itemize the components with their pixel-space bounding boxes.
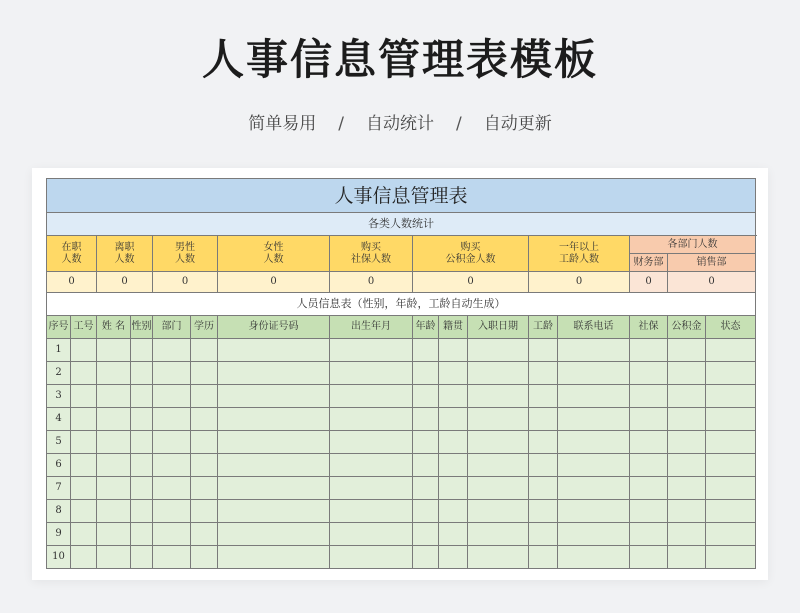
data-cell[interactable] bbox=[330, 454, 413, 477]
column-header: 工龄 bbox=[529, 316, 558, 339]
data-cell[interactable] bbox=[71, 477, 97, 500]
feature-easy: 简单易用 bbox=[248, 114, 317, 134]
data-cell[interactable] bbox=[439, 362, 468, 385]
data-cell[interactable] bbox=[413, 523, 439, 546]
data-cell[interactable] bbox=[330, 546, 413, 569]
data-cell[interactable] bbox=[558, 477, 630, 500]
dept-value-finance[interactable]: 0 bbox=[630, 272, 668, 293]
data-cell[interactable] bbox=[529, 431, 558, 454]
column-header: 身份证号码 bbox=[218, 316, 330, 339]
data-cell[interactable] bbox=[439, 454, 468, 477]
data-cell[interactable] bbox=[97, 546, 131, 569]
dept-finance: 财务部 bbox=[630, 254, 668, 272]
data-cell[interactable] bbox=[668, 431, 706, 454]
stat-header-male: 男性 人数 bbox=[153, 236, 218, 272]
data-cell[interactable] bbox=[529, 454, 558, 477]
data-cell[interactable] bbox=[330, 408, 413, 431]
feature-auto-update: 自动更新 bbox=[483, 114, 552, 134]
data-cell[interactable] bbox=[153, 500, 191, 523]
data-cell[interactable] bbox=[468, 523, 529, 546]
data-cell[interactable] bbox=[529, 500, 558, 523]
stat-header-housing-fund: 购买 公积金人数 bbox=[413, 236, 529, 272]
row-number: 9 bbox=[47, 523, 71, 546]
column-header: 联系电话 bbox=[558, 316, 630, 339]
data-cell[interactable] bbox=[330, 339, 413, 362]
data-cell[interactable] bbox=[630, 523, 668, 546]
data-cell[interactable] bbox=[153, 523, 191, 546]
data-cell[interactable] bbox=[706, 546, 756, 569]
table-row bbox=[47, 546, 756, 569]
data-cell[interactable] bbox=[439, 477, 468, 500]
data-cell[interactable] bbox=[558, 362, 630, 385]
data-cell[interactable] bbox=[97, 362, 131, 385]
table-row bbox=[47, 339, 756, 362]
data-cell[interactable] bbox=[529, 339, 558, 362]
row-number: 7 bbox=[47, 477, 71, 500]
data-cell[interactable] bbox=[668, 408, 706, 431]
data-cell[interactable] bbox=[439, 500, 468, 523]
data-cell[interactable] bbox=[706, 454, 756, 477]
data-cell[interactable] bbox=[131, 454, 153, 477]
data-cell[interactable] bbox=[153, 546, 191, 569]
data-cell[interactable] bbox=[529, 408, 558, 431]
data-cell[interactable] bbox=[529, 362, 558, 385]
data-cell[interactable] bbox=[97, 523, 131, 546]
data-cell[interactable] bbox=[668, 454, 706, 477]
stat-value-seniority[interactable]: 0 bbox=[529, 272, 630, 293]
data-cell[interactable] bbox=[71, 431, 97, 454]
data-cell[interactable] bbox=[630, 362, 668, 385]
data-cell[interactable] bbox=[71, 408, 97, 431]
data-cell[interactable] bbox=[218, 385, 330, 408]
data-cell[interactable] bbox=[468, 408, 529, 431]
table-row bbox=[47, 477, 756, 500]
data-cell[interactable] bbox=[630, 454, 668, 477]
column-header: 籍贯 bbox=[439, 316, 468, 339]
data-cell[interactable] bbox=[97, 339, 131, 362]
row-number: 6 bbox=[47, 454, 71, 477]
data-cell[interactable] bbox=[71, 500, 97, 523]
data-cell[interactable] bbox=[413, 408, 439, 431]
data-cell[interactable] bbox=[413, 477, 439, 500]
data-cell[interactable] bbox=[468, 385, 529, 408]
stat-header-seniority: 一年以上 工龄人数 bbox=[529, 236, 630, 272]
stat-value-employed[interactable]: 0 bbox=[47, 272, 97, 293]
data-cell[interactable] bbox=[330, 385, 413, 408]
data-cell[interactable] bbox=[218, 546, 330, 569]
data-cell[interactable] bbox=[630, 546, 668, 569]
data-cell[interactable] bbox=[97, 477, 131, 500]
table-row bbox=[47, 431, 756, 454]
data-cell[interactable] bbox=[131, 500, 153, 523]
data-cell[interactable] bbox=[706, 339, 756, 362]
data-cell[interactable] bbox=[191, 362, 218, 385]
data-cell[interactable] bbox=[330, 431, 413, 454]
data-cell[interactable] bbox=[330, 500, 413, 523]
data-cell[interactable] bbox=[218, 408, 330, 431]
data-cell[interactable] bbox=[558, 546, 630, 569]
data-cell[interactable] bbox=[529, 385, 558, 408]
data-cell[interactable] bbox=[191, 523, 218, 546]
data-cell[interactable] bbox=[630, 408, 668, 431]
data-cell[interactable] bbox=[706, 385, 756, 408]
separator: / bbox=[456, 114, 462, 134]
data-cell[interactable] bbox=[71, 454, 97, 477]
data-cell[interactable] bbox=[468, 362, 529, 385]
data-cell[interactable] bbox=[529, 477, 558, 500]
info-table-title: 人员信息表（性别，年龄，工龄自动生成） bbox=[47, 293, 756, 316]
data-cell[interactable] bbox=[529, 523, 558, 546]
data-cell[interactable] bbox=[668, 339, 706, 362]
data-cell[interactable] bbox=[468, 546, 529, 569]
data-cell[interactable] bbox=[153, 362, 191, 385]
data-cell[interactable] bbox=[330, 523, 413, 546]
data-cell[interactable] bbox=[131, 477, 153, 500]
table-row bbox=[47, 408, 756, 431]
row-number: 10 bbox=[47, 546, 71, 569]
column-header: 部门 bbox=[153, 316, 191, 339]
data-cell[interactable] bbox=[218, 523, 330, 546]
data-cell[interactable] bbox=[413, 500, 439, 523]
data-cell[interactable] bbox=[468, 500, 529, 523]
data-cell[interactable] bbox=[413, 385, 439, 408]
stat-header-resigned: 离职 人数 bbox=[97, 236, 153, 272]
column-header: 年龄 bbox=[413, 316, 439, 339]
data-cell[interactable] bbox=[668, 362, 706, 385]
column-header: 社保 bbox=[630, 316, 668, 339]
data-cell[interactable] bbox=[468, 477, 529, 500]
row-number: 2 bbox=[47, 362, 71, 385]
data-cell[interactable] bbox=[97, 454, 131, 477]
data-cell[interactable] bbox=[131, 362, 153, 385]
data-cell[interactable] bbox=[153, 339, 191, 362]
table-row bbox=[47, 385, 756, 408]
separator: / bbox=[338, 114, 344, 134]
data-cell[interactable] bbox=[131, 408, 153, 431]
row-number: 4 bbox=[47, 408, 71, 431]
data-cell[interactable] bbox=[97, 500, 131, 523]
data-cell[interactable] bbox=[413, 454, 439, 477]
row-number: 3 bbox=[47, 385, 71, 408]
stat-header-female: 女性 人数 bbox=[218, 236, 330, 272]
sheet-title: 人事信息管理表 bbox=[47, 179, 756, 213]
row-number: 5 bbox=[47, 431, 71, 454]
data-cell[interactable] bbox=[413, 431, 439, 454]
data-cell[interactable] bbox=[191, 477, 218, 500]
stat-value-female[interactable]: 0 bbox=[218, 272, 330, 293]
stat-value-housing-fund[interactable]: 0 bbox=[413, 272, 529, 293]
data-cell[interactable] bbox=[97, 431, 131, 454]
dept-sales: 销售部 bbox=[668, 254, 756, 272]
data-cell[interactable] bbox=[439, 385, 468, 408]
data-cell[interactable] bbox=[131, 385, 153, 408]
data-cell[interactable] bbox=[218, 500, 330, 523]
table-row bbox=[47, 454, 756, 477]
data-cell[interactable] bbox=[558, 431, 630, 454]
data-cell[interactable] bbox=[439, 431, 468, 454]
data-cell[interactable] bbox=[439, 546, 468, 569]
row-number: 1 bbox=[47, 339, 71, 362]
data-cell[interactable] bbox=[558, 339, 630, 362]
data-cell[interactable] bbox=[439, 523, 468, 546]
column-header: 公积金 bbox=[668, 316, 706, 339]
data-cell[interactable] bbox=[191, 546, 218, 569]
data-cell[interactable] bbox=[668, 523, 706, 546]
data-cell[interactable] bbox=[468, 339, 529, 362]
data-cell[interactable] bbox=[218, 477, 330, 500]
data-cell[interactable] bbox=[630, 385, 668, 408]
data-cell[interactable] bbox=[668, 546, 706, 569]
data-cell[interactable] bbox=[630, 431, 668, 454]
table-row bbox=[47, 500, 756, 523]
data-cell[interactable] bbox=[153, 477, 191, 500]
stat-value-social-insurance[interactable]: 0 bbox=[330, 272, 413, 293]
data-cell[interactable] bbox=[153, 454, 191, 477]
stat-header-employed: 在职 人数 bbox=[47, 236, 97, 272]
data-cell[interactable] bbox=[330, 477, 413, 500]
data-cell[interactable] bbox=[218, 362, 330, 385]
data-cell[interactable] bbox=[439, 408, 468, 431]
data-cell[interactable] bbox=[413, 339, 439, 362]
data-cell[interactable] bbox=[706, 523, 756, 546]
data-cell[interactable] bbox=[468, 454, 529, 477]
stat-header-social-insurance: 购买 社保人数 bbox=[330, 236, 413, 272]
data-cell[interactable] bbox=[191, 339, 218, 362]
column-header: 学历 bbox=[191, 316, 218, 339]
data-cell[interactable] bbox=[558, 408, 630, 431]
data-cell[interactable] bbox=[71, 362, 97, 385]
data-cell[interactable] bbox=[529, 546, 558, 569]
data-cell[interactable] bbox=[153, 408, 191, 431]
data-cell[interactable] bbox=[706, 500, 756, 523]
data-cell[interactable] bbox=[558, 454, 630, 477]
data-cell[interactable] bbox=[218, 454, 330, 477]
data-cell[interactable] bbox=[668, 385, 706, 408]
stat-value-male[interactable]: 0 bbox=[153, 272, 218, 293]
data-cell[interactable] bbox=[131, 546, 153, 569]
data-cell[interactable] bbox=[218, 339, 330, 362]
data-cell[interactable] bbox=[191, 385, 218, 408]
data-cell[interactable] bbox=[706, 362, 756, 385]
data-cell[interactable] bbox=[191, 500, 218, 523]
table-row bbox=[47, 362, 756, 385]
data-cell[interactable] bbox=[630, 477, 668, 500]
hr-sheet bbox=[46, 178, 756, 569]
data-cell[interactable] bbox=[668, 500, 706, 523]
data-cell[interactable] bbox=[131, 523, 153, 546]
column-header: 序号 bbox=[47, 316, 71, 339]
data-cell[interactable] bbox=[668, 477, 706, 500]
data-cell[interactable] bbox=[468, 431, 529, 454]
data-cell[interactable] bbox=[413, 362, 439, 385]
data-cell[interactable] bbox=[97, 408, 131, 431]
data-cell[interactable] bbox=[330, 362, 413, 385]
column-header: 出生年月 bbox=[330, 316, 413, 339]
data-cell[interactable] bbox=[558, 500, 630, 523]
feature-line bbox=[0, 110, 800, 138]
data-cell[interactable] bbox=[153, 431, 191, 454]
column-header: 入职日期 bbox=[468, 316, 529, 339]
spreadsheet-preview bbox=[32, 168, 768, 580]
page-title: 人事信息管理表模板 bbox=[201, 35, 598, 84]
data-cell[interactable] bbox=[558, 385, 630, 408]
table-row bbox=[47, 523, 756, 546]
column-header: 姓 名 bbox=[97, 316, 131, 339]
data-cell[interactable] bbox=[191, 431, 218, 454]
row-number: 8 bbox=[47, 500, 71, 523]
data-cell[interactable] bbox=[630, 500, 668, 523]
data-cell[interactable] bbox=[153, 385, 191, 408]
data-cell[interactable] bbox=[71, 385, 97, 408]
feature-auto-stats: 自动统计 bbox=[366, 114, 434, 134]
data-cell[interactable] bbox=[71, 523, 97, 546]
column-header: 状态 bbox=[706, 316, 756, 339]
dept-value-sales[interactable]: 0 bbox=[668, 272, 756, 293]
data-cell[interactable] bbox=[413, 546, 439, 569]
stat-value-resigned[interactable]: 0 bbox=[97, 272, 153, 293]
data-cell[interactable] bbox=[706, 477, 756, 500]
data-cell[interactable] bbox=[706, 408, 756, 431]
data-cell[interactable] bbox=[439, 339, 468, 362]
data-cell[interactable] bbox=[131, 431, 153, 454]
data-cell[interactable] bbox=[71, 339, 97, 362]
data-cell[interactable] bbox=[97, 385, 131, 408]
data-cell[interactable] bbox=[191, 454, 218, 477]
stats-title: 各类人数统计 bbox=[47, 213, 756, 236]
data-cell[interactable] bbox=[630, 339, 668, 362]
data-cell[interactable] bbox=[71, 546, 97, 569]
column-header: 性别 bbox=[131, 316, 153, 339]
dept-header: 各部门人数 bbox=[630, 236, 756, 254]
data-cell[interactable] bbox=[191, 408, 218, 431]
column-header: 工号 bbox=[71, 316, 97, 339]
data-cell[interactable] bbox=[218, 431, 330, 454]
data-cell[interactable] bbox=[706, 431, 756, 454]
data-cell[interactable] bbox=[558, 523, 630, 546]
data-cell[interactable] bbox=[131, 339, 153, 362]
